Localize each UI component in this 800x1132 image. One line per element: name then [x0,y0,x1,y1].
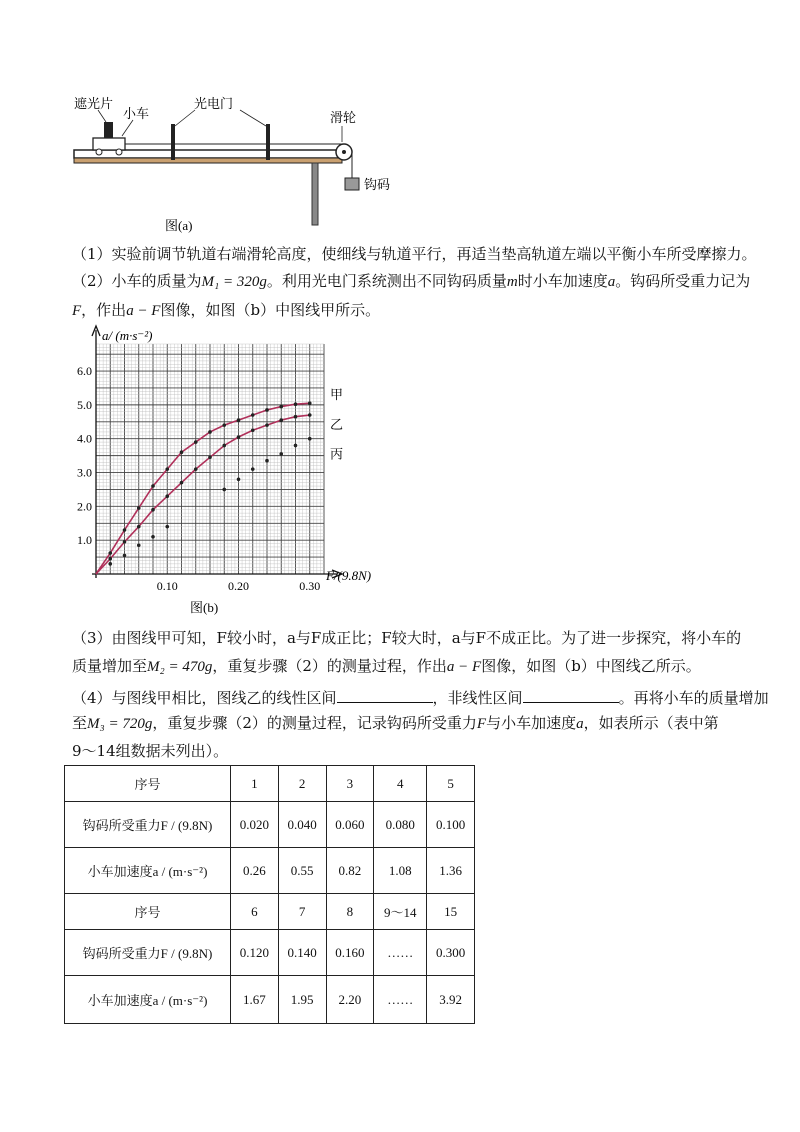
x-tick-label: 0.10 [156,579,178,593]
data-point-甲 [294,402,298,406]
data-point-丙 [294,444,298,448]
data-point-甲 [194,440,198,444]
mass-m1: M₁ = 320g [201,274,267,290]
blank-nonlinear[interactable] [523,688,619,703]
data-point-甲 [222,423,226,427]
data-point-乙 [194,467,198,471]
leader-cart [122,120,133,136]
data-point-丙 [251,467,255,471]
data-point-丙 [222,488,226,492]
data-point-丙 [237,477,241,481]
data-point-丙 [137,543,141,547]
paragraph-2-cont: F，作出a − F图像，如图（b）中图线甲所示。 [72,301,381,319]
data-point-丙 [279,452,283,456]
data-point-丙 [308,437,312,441]
table-row: 序号 6 7 8 9～14 15 [65,894,475,930]
x-tick-label: 0.30 [299,579,321,593]
mass-m3: M₃ = 720g [87,716,153,732]
paragraph-3-cont: 质量增加至M₂ = 470g，重复步骤（2）的测量过程，作出a − F图像，如图（b）中图线乙所示。 [72,657,701,675]
data-point-乙 [222,444,226,448]
data-point-丙 [108,562,112,566]
data-point-甲 [108,551,112,555]
label-shade: 遮光片 [74,96,114,111]
data-point-甲 [265,408,269,412]
table-header-label: 序号 [65,766,231,802]
leader-gate1 [175,110,195,126]
data-point-甲 [180,450,184,454]
data-point-乙 [265,423,269,427]
pulley-hub [342,150,346,154]
y-tick-label: 4.0 [77,431,92,446]
paragraph-4-cont2: 9～14组数据未列出）。 [72,742,229,760]
label-cart: 小车 [123,106,150,121]
track [74,150,342,158]
data-point-甲 [279,405,283,409]
data-point-甲 [137,506,141,510]
figure-a [60,88,420,238]
label-pulley: 滑轮 [330,110,357,125]
mass-m2: M₂ = 470g [147,659,213,675]
data-point-甲 [123,528,127,532]
chart-b [60,322,380,618]
cart-wheel [96,149,102,155]
paragraph-4-cont: 至M₃ = 720g，重复步骤（2）的测量过程，记录钩码所受重力F与小车加速度a，如表所示（表中第 [72,714,719,732]
y-tick-label: 5.0 [77,397,92,412]
data-point-甲 [308,401,312,405]
data-point-丙 [165,525,169,529]
photogate-2 [266,124,270,160]
data-point-乙 [123,540,127,544]
blank-linear[interactable] [337,688,433,703]
data-point-甲 [251,413,255,417]
leader-gate2 [240,110,266,126]
data-point-乙 [279,418,283,422]
paragraph-2: （2）小车的质量为M₁ = 320g。利用光电门系统测出不同钩码质量m时小车加速度a。钩码所受重力记为 [72,272,751,290]
table-row: 序号 1 2 3 4 5 [65,766,475,802]
data-point-甲 [208,430,212,434]
cart-wheel [116,149,122,155]
shade-piece [104,122,113,138]
data-table [64,765,475,1024]
data-point-乙 [308,413,312,417]
paragraph-3: （3）由图线甲可知，F较小时，a与F成正比；F较大时，a与F不成正比。为了进一步探究，将小车的 [72,629,742,647]
data-point-乙 [108,557,112,561]
cart [93,138,125,150]
series-label-甲: 甲 [330,387,344,403]
data-point-乙 [208,456,212,460]
table-force-label: 钩码所受重力F / (9.8N) [65,802,231,848]
paragraph-4: （4）与图线甲相比，图线乙的线性区间 ，非线性区间 。再将小车的质量增加 [72,689,769,707]
photogate-1 [171,124,175,160]
data-point-丙 [265,459,269,463]
label-gate: 光电门 [194,96,234,111]
series-label-乙: 乙 [330,417,344,433]
table-row: 小车加速度a / (m·s⁻²) 0.26 0.55 0.82 1.08 1.36 [65,848,475,894]
chart-caption: 图(b) [190,600,219,615]
data-point-乙 [237,435,241,439]
label-weight: 钩码 [364,177,391,192]
data-point-甲 [165,467,169,471]
figure-a-caption: 图(a) [165,218,193,233]
data-point-丙 [123,554,127,558]
y-tick-label: 6.0 [77,364,92,379]
track-base [74,158,342,163]
table-row: 钩码所受重力F / (9.8N) 0.020 0.040 0.060 0.080 0.100 [65,802,475,848]
table-row: 小车加速度a / (m·s⁻²) 1.67 1.95 2.20 …… 3.92 [65,976,475,1024]
chart-ylabel: a/ (m·s⁻²) [102,328,153,343]
data-point-甲 [237,418,241,422]
series-label-丙: 丙 [330,446,344,462]
chart-xlabel: F/(9.8N) [326,568,372,583]
paragraph-1: （1）实验前调节轨道右端滑轮高度，使细线与轨道平行，再适当垫高轨道左端以平衡小车所受摩擦力。 [72,245,757,263]
data-point-丙 [151,535,155,539]
data-point-乙 [151,508,155,512]
y-tick-label: 1.0 [77,533,92,548]
data-point-乙 [180,481,184,485]
table-acc-label: 小车加速度a / (m·s⁻²) [65,848,231,894]
y-tick-label: 3.0 [77,465,92,480]
x-tick-label: 0.20 [228,579,249,593]
weight [345,178,359,190]
table-row: 钩码所受重力F / (9.8N) 0.120 0.140 0.160 …… 0.300 [65,930,475,976]
data-point-乙 [251,428,255,432]
y-tick-label: 2.0 [77,499,92,514]
leader-shade [98,110,106,122]
data-point-乙 [137,525,141,529]
data-point-甲 [151,484,155,488]
data-point-乙 [165,494,169,498]
table-leg [312,163,318,225]
data-point-乙 [294,415,298,419]
